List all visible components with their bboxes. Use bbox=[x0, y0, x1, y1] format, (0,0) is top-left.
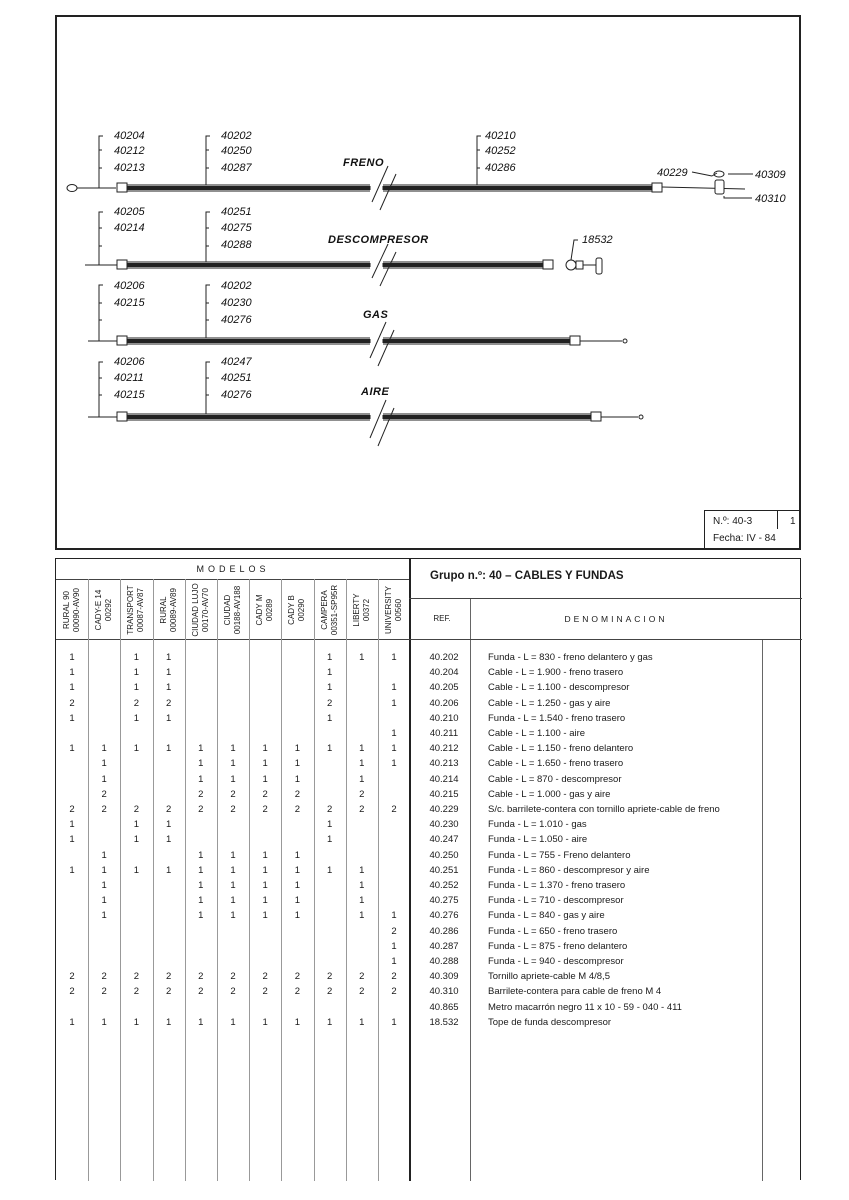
model-column-header bbox=[314, 581, 346, 639]
denomination-header: DENOMINACION bbox=[564, 614, 668, 624]
quantity-cell: 2 bbox=[326, 971, 333, 983]
quantity-cell: 1 bbox=[101, 773, 107, 785]
model-name: TRANSPORT bbox=[126, 585, 136, 635]
quantity-cell: 1 bbox=[69, 652, 75, 663]
quantity-cell: 1 bbox=[165, 864, 172, 876]
quantity-cell: 1 bbox=[391, 956, 397, 967]
quantity-cell: 2 bbox=[359, 804, 365, 815]
denomination-cell: Cable - L = 1.250 - gas y aire bbox=[488, 697, 611, 709]
denomination-cell: Funda - L = 875 - freno delantero bbox=[488, 940, 628, 952]
quantity-cell: 1 bbox=[326, 682, 333, 694]
quantity-cell: 1 bbox=[359, 895, 365, 907]
ref-label: 40251 bbox=[221, 206, 252, 218]
quantity-cell: 1 bbox=[69, 682, 75, 694]
model-code: 00372 bbox=[361, 598, 371, 622]
quantity-cell: 1 bbox=[101, 864, 107, 876]
ref-label: 40213 bbox=[114, 162, 145, 174]
quantity-cell: 1 bbox=[101, 849, 107, 861]
quantity-cell: 1 bbox=[198, 849, 204, 861]
denomination-cell: Cable - L = 1.100 - aire bbox=[488, 728, 586, 739]
quantity-cell: 2 bbox=[198, 788, 204, 800]
quantity-cell: 1 bbox=[230, 758, 236, 770]
sheet-number: N.º: 40-3 bbox=[713, 516, 753, 527]
model-column-header bbox=[346, 581, 378, 639]
quantity-cell: 1 bbox=[133, 864, 140, 876]
quantity-cell: 1 bbox=[198, 743, 204, 755]
ref-cell: 40.288 bbox=[429, 956, 459, 967]
ref-label: 40276 bbox=[221, 389, 252, 401]
quantity-cell: 2 bbox=[165, 804, 172, 815]
ref-label: 18532 bbox=[582, 234, 613, 246]
quantity-cell: 1 bbox=[391, 940, 397, 952]
quantity-cell: 1 bbox=[198, 910, 204, 922]
ref-cell: 40.229 bbox=[429, 804, 459, 815]
quantity-cell: 2 bbox=[133, 971, 140, 983]
ref-cell: 40.215 bbox=[429, 788, 459, 800]
quantity-cell: 1 bbox=[262, 1016, 268, 1028]
quantity-cell: 1 bbox=[262, 895, 268, 907]
model-name: LIBERTY bbox=[351, 593, 361, 627]
model-column-header bbox=[217, 581, 249, 639]
ref-label: 40247 bbox=[221, 356, 252, 368]
quantity-cell: 1 bbox=[198, 1016, 204, 1028]
ref-label: 40212 bbox=[114, 145, 145, 157]
model-code: 00560 bbox=[394, 598, 403, 622]
quantity-cell: 1 bbox=[133, 743, 140, 755]
model-name: CADY-E 14 bbox=[94, 589, 104, 631]
quantity-cell: 1 bbox=[359, 773, 365, 785]
quantity-cell: 1 bbox=[69, 667, 75, 679]
ref-cell: 40.210 bbox=[429, 712, 459, 724]
cable-name-descompresor: DESCOMPRESOR bbox=[328, 234, 429, 246]
quantity-cell: 1 bbox=[391, 682, 397, 694]
ref-label: 40309 bbox=[755, 169, 786, 181]
quantity-cell: 1 bbox=[262, 864, 268, 876]
ref-cell: 40.204 bbox=[429, 667, 459, 679]
quantity-cell: 1 bbox=[165, 682, 172, 694]
quantity-cell: 1 bbox=[198, 864, 204, 876]
model-code: 00170-AV70 bbox=[200, 588, 210, 632]
quantity-cell: 1 bbox=[230, 849, 236, 861]
quantity-cell: 1 bbox=[133, 667, 140, 679]
denomination-cell: Tornillo apriete-cable M 4/8,5 bbox=[488, 971, 610, 983]
quantity-cell: 1 bbox=[198, 773, 204, 785]
quantity-cell: 1 bbox=[230, 1016, 236, 1028]
ref-cell: 40.205 bbox=[429, 682, 459, 694]
quantity-cell: 1 bbox=[165, 743, 172, 755]
quantity-cell: 2 bbox=[262, 971, 268, 983]
quantity-cell: 2 bbox=[165, 971, 172, 983]
ref-label: 40205 bbox=[114, 206, 145, 218]
quantity-cell: 1 bbox=[101, 758, 107, 770]
quantity-cell: 1 bbox=[230, 895, 236, 907]
quantity-cell: 1 bbox=[262, 758, 268, 770]
ref-header: REF. bbox=[433, 614, 451, 623]
ref-label: 40251 bbox=[221, 372, 252, 384]
ref-cell: 18.532 bbox=[429, 1016, 459, 1028]
models-header: MODELOS bbox=[56, 559, 410, 580]
quantity-cell: 1 bbox=[230, 880, 236, 891]
ref-cell: 40.247 bbox=[429, 834, 459, 846]
quantity-cell: 1 bbox=[391, 728, 397, 739]
denomination-cell: Funda - L = 1.050 - aire bbox=[488, 834, 588, 846]
quantity-cell: 1 bbox=[359, 910, 365, 922]
ref-label: 40310 bbox=[755, 193, 786, 205]
ref-cell: 40.310 bbox=[429, 986, 459, 998]
ref-cell: 40.276 bbox=[429, 910, 459, 922]
quantity-cell: 1 bbox=[326, 667, 333, 679]
quantity-cell: 1 bbox=[262, 743, 268, 755]
model-name: CIUDAD bbox=[223, 594, 232, 626]
ref-label: 40210 bbox=[485, 130, 516, 142]
ref-cell: 40.286 bbox=[429, 925, 459, 937]
quantity-cell: 1 bbox=[262, 910, 268, 922]
quantity-cell: 1 bbox=[391, 697, 397, 709]
quantity-cell: 2 bbox=[133, 986, 140, 998]
quantity-cell: 1 bbox=[165, 667, 172, 679]
quantity-cell: 1 bbox=[326, 1016, 333, 1028]
denomination-cell: Funda - L = 650 - freno trasero bbox=[488, 925, 618, 937]
ref-label: 40287 bbox=[221, 162, 252, 174]
ref-label: 40288 bbox=[221, 239, 252, 251]
ref-cell: 40.230 bbox=[429, 819, 459, 831]
denomination-cell: Funda - L = 940 - descompresor bbox=[488, 956, 624, 967]
quantity-cell: 1 bbox=[230, 743, 236, 755]
ref-label: 40211 bbox=[114, 372, 144, 384]
quantity-cell: 1 bbox=[391, 910, 397, 922]
quantity-cell: 2 bbox=[294, 986, 301, 998]
quantity-cell: 1 bbox=[133, 682, 140, 694]
denomination-cell: Cable - L = 1.650 - freno trasero bbox=[488, 758, 624, 770]
quantity-cell: 1 bbox=[359, 1016, 365, 1028]
quantity-cell: 1 bbox=[391, 743, 397, 755]
quantity-cell: 1 bbox=[391, 1016, 397, 1028]
ref-cell: 40.206 bbox=[429, 697, 459, 709]
quantity-cell: 1 bbox=[326, 834, 333, 846]
model-column-header bbox=[88, 581, 120, 639]
model-name: RURAL 90 bbox=[62, 591, 71, 629]
ref-label: 40275 bbox=[221, 222, 252, 234]
ref-label: 40202 bbox=[221, 130, 252, 142]
model-code: 00089-AV89 bbox=[168, 588, 178, 632]
quantity-cell: 1 bbox=[230, 864, 236, 876]
quantity-cell: 2 bbox=[262, 804, 268, 815]
quantity-cell: 1 bbox=[101, 743, 107, 755]
quantity-cell: 1 bbox=[133, 652, 140, 663]
quantity-cell: 1 bbox=[294, 864, 301, 876]
denomination-cell: Funda - L = 1.370 - freno trasero bbox=[488, 880, 626, 891]
model-column-header bbox=[185, 581, 217, 639]
quantity-cell: 1 bbox=[326, 819, 333, 831]
model-name: CIUDAD LUJO bbox=[190, 583, 200, 637]
parts-table bbox=[55, 558, 801, 1180]
quantity-cell: 1 bbox=[198, 758, 204, 770]
sheet-page: 1 bbox=[790, 516, 796, 527]
denomination-cell: Cable - L = 1.900 - freno trasero bbox=[488, 667, 624, 679]
quantity-cell: 1 bbox=[69, 819, 75, 831]
ref-label: 40215 bbox=[114, 389, 145, 401]
quantity-cell: 2 bbox=[230, 986, 236, 998]
quantity-cell: 2 bbox=[133, 697, 140, 709]
ref-cell: 40.252 bbox=[429, 880, 459, 891]
model-name: CADY B bbox=[287, 595, 297, 625]
cable-name-aire: AIRE bbox=[361, 386, 390, 398]
denomination-cell: Cable - L = 870 - descompresor bbox=[488, 773, 622, 785]
quantity-cell: 2 bbox=[230, 971, 236, 983]
denomination-cell: Funda - L = 710 - descompresor bbox=[488, 895, 624, 907]
denomination-cell: Cable - L = 1.100 - descompresor bbox=[488, 682, 630, 694]
quantity-cell: 1 bbox=[133, 712, 140, 724]
quantity-cell: 1 bbox=[165, 819, 172, 831]
quantity-cell: 2 bbox=[391, 804, 397, 815]
denomination-cell: Funda - L = 1.010 - gas bbox=[488, 819, 587, 831]
quantity-cell: 2 bbox=[391, 925, 397, 937]
ref-label: 40250 bbox=[221, 145, 252, 157]
denomination-cell: Funda - L = 860 - descompresor y aire bbox=[488, 864, 650, 876]
quantity-cell: 1 bbox=[165, 712, 172, 724]
model-name: UNIVERSITY bbox=[384, 585, 393, 635]
quantity-cell: 2 bbox=[101, 804, 107, 815]
quantity-cell: 2 bbox=[230, 804, 236, 815]
quantity-cell: 2 bbox=[391, 986, 397, 998]
ref-label: 40215 bbox=[114, 297, 145, 309]
ref-label: 40202 bbox=[221, 280, 252, 292]
quantity-cell: 1 bbox=[359, 880, 365, 891]
ref-cell: 40.251 bbox=[429, 864, 459, 876]
cable-name-freno: FRENO bbox=[343, 157, 384, 169]
quantity-cell: 1 bbox=[359, 758, 365, 770]
quantity-cell: 2 bbox=[359, 788, 365, 800]
quantity-cell: 1 bbox=[262, 773, 268, 785]
quantity-cell: 1 bbox=[101, 895, 107, 907]
quantity-cell: 1 bbox=[294, 743, 301, 755]
model-column-header bbox=[120, 581, 152, 639]
model-code: 00351-SP95R bbox=[329, 584, 339, 636]
quantity-cell: 2 bbox=[198, 804, 204, 815]
quantity-cell: 2 bbox=[294, 971, 301, 983]
quantity-cell: 1 bbox=[294, 773, 301, 785]
quantity-cell: 2 bbox=[198, 986, 204, 998]
ref-cell: 40.213 bbox=[429, 758, 459, 770]
ref-cell: 40.212 bbox=[429, 743, 459, 755]
quantity-cell: 1 bbox=[262, 849, 268, 861]
denomination-cell: Barrilete-contera para cable de freno M 4 bbox=[488, 986, 662, 998]
quantity-cell: 1 bbox=[133, 1016, 140, 1028]
quantity-cell: 2 bbox=[262, 986, 268, 998]
model-column-header bbox=[56, 581, 88, 639]
ref-cell: 40.202 bbox=[429, 652, 459, 663]
model-column-header bbox=[249, 581, 281, 639]
quantity-cell: 2 bbox=[391, 971, 397, 983]
model-name: RURAL bbox=[158, 596, 168, 624]
denomination-cell: S/c. barrilete-contera con tornillo apriete-cable de freno bbox=[488, 804, 720, 815]
quantity-cell: 2 bbox=[69, 986, 75, 998]
quantity-cell: 1 bbox=[133, 819, 140, 831]
quantity-cell: 1 bbox=[294, 880, 301, 891]
quantity-cell: 2 bbox=[165, 697, 172, 709]
ref-label: 40204 bbox=[114, 130, 145, 142]
denomination-cell: Funda - L = 755 - Freno delantero bbox=[488, 849, 631, 861]
quantity-cell: 1 bbox=[69, 864, 75, 876]
quantity-cell: 1 bbox=[326, 712, 333, 724]
ref-label: 40286 bbox=[485, 162, 516, 174]
quantity-cell: 2 bbox=[294, 804, 301, 815]
quantity-cell: 1 bbox=[294, 895, 301, 907]
ref-label: 40206 bbox=[114, 356, 145, 368]
ref-label: 40214 bbox=[114, 222, 145, 234]
quantity-cell: 1 bbox=[165, 834, 172, 846]
quantity-cell: 1 bbox=[326, 652, 333, 663]
quantity-cell: 2 bbox=[69, 804, 75, 815]
quantity-cell: 1 bbox=[294, 910, 301, 922]
denomination-cell: Funda - L = 830 - freno delantero y gas bbox=[488, 652, 653, 663]
quantity-cell: 2 bbox=[101, 986, 107, 998]
model-code: 00289 bbox=[265, 598, 275, 622]
ref-label: 40276 bbox=[221, 314, 252, 326]
quantity-cell: 1 bbox=[69, 743, 75, 755]
model-column-header bbox=[281, 581, 313, 639]
quantity-cell: 2 bbox=[69, 697, 75, 709]
model-code: 00290 bbox=[297, 598, 307, 622]
quantity-cell: 1 bbox=[69, 1016, 75, 1028]
ref-cell: 40.211 bbox=[429, 728, 459, 739]
cable-name-gas: GAS bbox=[363, 309, 389, 321]
model-code: 00087-AV87 bbox=[136, 588, 146, 632]
quantity-cell: 1 bbox=[294, 758, 301, 770]
ref-cell: 40.275 bbox=[429, 895, 459, 907]
denomination-cell: Funda - L = 840 - gas y aire bbox=[488, 910, 605, 922]
sheet-info-box bbox=[704, 510, 801, 550]
ref-label: 40206 bbox=[114, 280, 145, 292]
quantity-cell: 2 bbox=[326, 986, 333, 998]
quantity-cell: 1 bbox=[69, 834, 75, 846]
quantity-cell: 1 bbox=[391, 758, 397, 770]
denomination-cell: Tope de funda descompresor bbox=[488, 1016, 612, 1028]
group-title: Grupo n.º: 40 – CABLES Y FUNDAS bbox=[430, 570, 624, 582]
quantity-cell: 1 bbox=[69, 712, 75, 724]
quantity-cell: 1 bbox=[198, 895, 204, 907]
quantity-cell: 2 bbox=[359, 986, 365, 998]
quantity-cell: 1 bbox=[294, 849, 301, 861]
quantity-cell: 1 bbox=[133, 834, 140, 846]
denomination-cell: Cable - L = 1.000 - gas y aire bbox=[488, 788, 611, 800]
denomination-cell: Cable - L = 1.150 - freno delantero bbox=[488, 743, 634, 755]
quantity-cell: 1 bbox=[359, 652, 365, 663]
model-name: CAMPERA bbox=[319, 590, 329, 630]
ref-label: 40229 bbox=[657, 167, 688, 179]
denomination-cell: Metro macarrón negro 11 x 10 - 59 - 040 - 411 bbox=[488, 1001, 682, 1013]
quantity-cell: 1 bbox=[198, 880, 204, 891]
quantity-cell: 1 bbox=[230, 910, 236, 922]
quantity-cell: 1 bbox=[359, 743, 365, 755]
quantity-cell: 2 bbox=[69, 971, 75, 983]
quantity-cell: 2 bbox=[198, 971, 204, 983]
quantity-cell: 2 bbox=[326, 697, 333, 709]
ref-cell: 40.250 bbox=[429, 849, 459, 861]
quantity-cell: 1 bbox=[262, 880, 268, 891]
quantity-cell: 1 bbox=[359, 864, 365, 876]
sheet-date: Fecha: IV - 84 bbox=[713, 533, 776, 544]
quantity-cell: 1 bbox=[230, 773, 236, 785]
quantity-cell: 1 bbox=[391, 652, 397, 663]
quantity-cell: 1 bbox=[101, 880, 107, 891]
quantity-cell: 1 bbox=[326, 743, 333, 755]
quantity-cell: 2 bbox=[359, 971, 365, 983]
quantity-cell: 1 bbox=[165, 1016, 172, 1028]
model-column-header bbox=[378, 581, 410, 639]
quantity-cell: 1 bbox=[165, 652, 172, 663]
ref-cell: 40.865 bbox=[429, 1001, 459, 1013]
ref-label: 40252 bbox=[485, 145, 516, 157]
quantity-cell: 1 bbox=[326, 864, 333, 876]
quantity-cell: 2 bbox=[230, 788, 236, 800]
model-code: 00090-AV90 bbox=[72, 588, 81, 632]
quantity-cell: 1 bbox=[294, 1016, 301, 1028]
quantity-cell: 2 bbox=[165, 986, 172, 998]
ref-label: 40230 bbox=[221, 297, 252, 309]
quantity-cell: 1 bbox=[101, 1016, 107, 1028]
quantity-cell: 2 bbox=[326, 804, 333, 815]
quantity-cell: 2 bbox=[101, 788, 107, 800]
ref-cell: 40.309 bbox=[429, 971, 459, 983]
quantity-cell: 2 bbox=[133, 804, 140, 815]
ref-cell: 40.214 bbox=[429, 773, 459, 785]
model-name: CADY M bbox=[255, 594, 265, 626]
quantity-cell: 1 bbox=[101, 910, 107, 922]
denomination-cell: Funda - L = 1.540 - freno trasero bbox=[488, 712, 626, 724]
ref-cell: 40.287 bbox=[429, 940, 459, 952]
quantity-cell: 2 bbox=[294, 788, 301, 800]
model-code: 00292 bbox=[104, 598, 114, 622]
quantity-cell: 2 bbox=[101, 971, 107, 983]
model-code: 00188-AV188 bbox=[233, 585, 242, 635]
model-column-header bbox=[153, 581, 185, 639]
quantity-cell: 2 bbox=[262, 788, 268, 800]
